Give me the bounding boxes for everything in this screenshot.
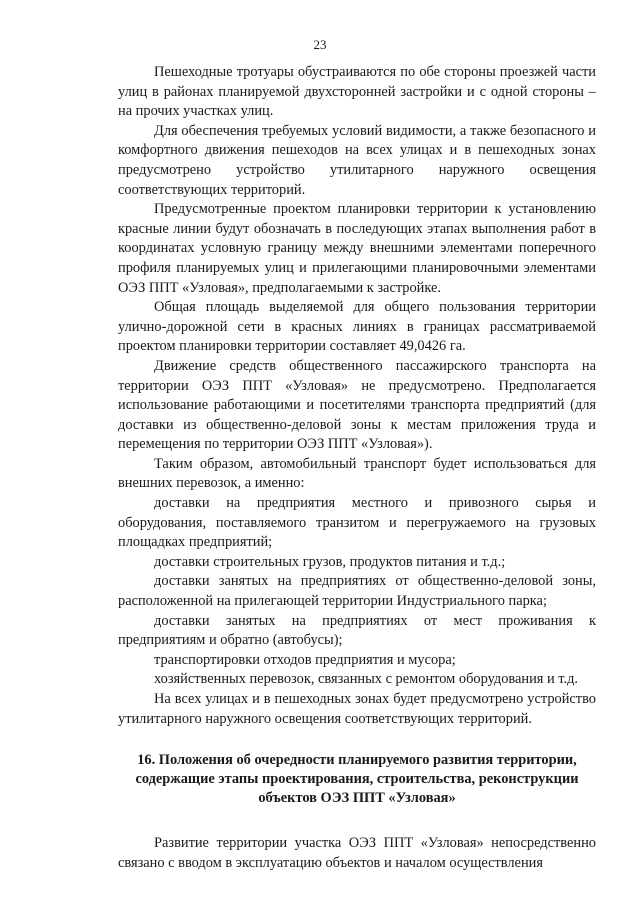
page-number: 23 bbox=[313, 37, 327, 52]
paragraph: Таким образом, автомобильный транспорт будет использоваться для внешних перевозок, а именно: bbox=[118, 455, 596, 492]
paragraph: Для обеспечения требуемых условий видимости, а также безопасного и комфортного движения пешеходов на всех улицах и в пешеходных зонах предусмотрено устройство утилитарного наружного освещения соответствующих территорий. bbox=[118, 122, 596, 198]
paragraph: Предусмотренные проектом планировки территории к установлению красные линии будут обозначать в последующих этапах выполнения работ в координатах условную границу между внешними элементами поперечного профиля планируемых улиц и прилегающими планировочными элементами ОЭЗ ППТ «Узловая», предполагаемыми к застройке. bbox=[118, 201, 596, 296]
section-heading: 16. Положения об очередности планируемого развития территории, содержащие этапы проектирования, строительства, реконструкции объектов ОЭЗ ППТ «Узловая» bbox=[135, 752, 579, 807]
list-item: доставки строительных грузов, продуктов питания и т.д.; bbox=[154, 553, 506, 570]
paragraph: На всех улицах и в пешеходных зонах будет предусмотрено устройство утилитарного наружного освещения соответствующих территорий. bbox=[118, 691, 596, 727]
list-item: доставки занятых на предприятиях от мест проживания к предприятиям и обратно (автобусы); bbox=[118, 612, 596, 649]
paragraph: Развитие территории участка ОЭЗ ППТ «Узловая» непосредственно связано с вводом в эксплуатацию объектов и началом осуществления bbox=[118, 835, 596, 871]
list-item: транспортировки отходов предприятия и мусора; bbox=[154, 651, 456, 668]
page-body bbox=[118, 63, 596, 873]
paragraph: Пешеходные тротуары обустраиваются по обе стороны проезжей части улиц в районах планируемой двухсторонней застройки и с одной стороны – на прочих участках улиц. bbox=[118, 64, 596, 120]
paragraph: Общая площадь выделяемой для общего пользования территории улично-дорожной сети в красных линиях в границах рассматриваемой проектом планировки территории составляет 49,0426 га. bbox=[118, 299, 596, 355]
list-item: доставки на предприятия местного и привозного сырья и оборудования, поставляемого транзитом и перегружаемого на грузовых площадках предприятий; bbox=[118, 495, 596, 551]
paragraph: Движение средств общественного пассажирского транспорта на территории ОЭЗ ППТ «Узловая» не предусмотрено. Предполагается использование работающими и посетителями транспорта предприятий (для доставки из общественно-деловой зоны к местам приложения труда и перемещения по территории ОЭЗ ППТ «Узловая»). bbox=[118, 357, 596, 453]
list-item: хозяйственных перевозок, связанных с ремонтом оборудования и т.д. bbox=[154, 671, 579, 688]
list-item: доставки занятых на предприятиях от общественно-деловой зоны, расположенной на прилегающей территории Индустриального парка; bbox=[118, 573, 596, 610]
